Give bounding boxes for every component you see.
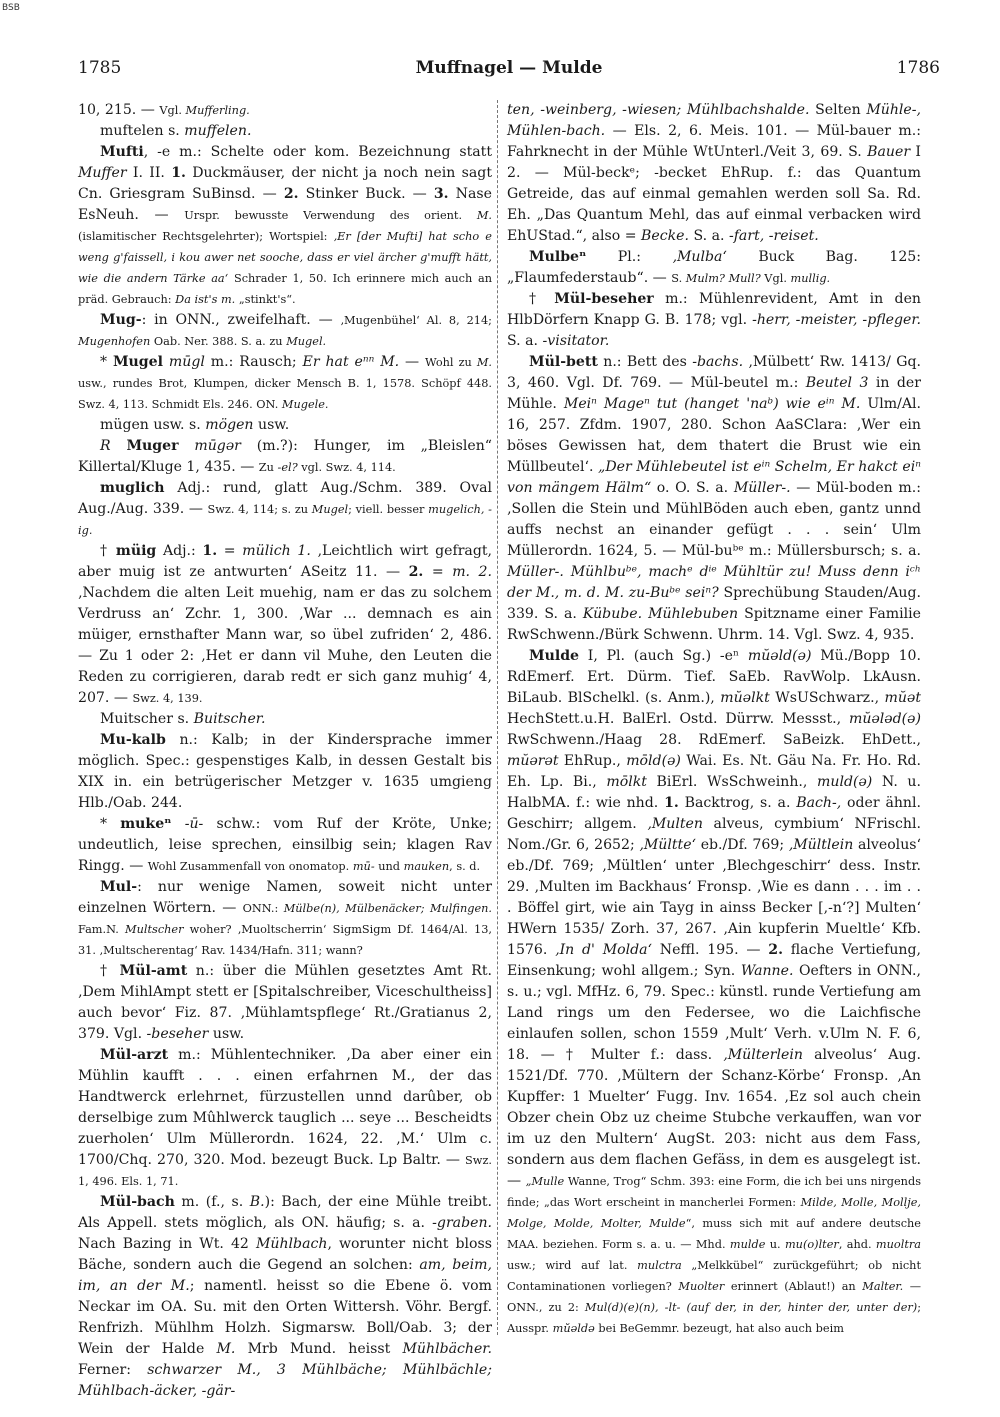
dictionary-entry: Mulbeⁿ Pl.: ‚Mulba‘ Buck Bag. 125: „Flaumfederstaub“. — S. Mulm? Mull? Vgl. mullig. (507, 249, 921, 286)
dictionary-entry: R Muger mūgər (m.?): Hunger, im „Bleislen“ Killertal/Kluge 1, 435. — Zu -el? vgl. Swz. 4, 114. (78, 438, 492, 475)
dictionary-entry: muglich Adj.: rund, glatt Aug./Schm. 389. Oval Aug./Aug. 339. — Swz. 4, 114; s. zu Mugel; viell. besser mugelich, -ig. (78, 480, 492, 537)
running-title: Muffnagel — Mulde (415, 58, 603, 78)
dictionary-entry: † müig Adj.: 1. = mülich 1. ‚Leichtlich wirt gefragt, aber muig ist ze antwurten‘ ASeitz 11. — 2. = m. 2. ‚Nachdem die alten Leit muehig, nam er das zu solchem Verdruss an‘ Zchr. 1, 300. ‚War ... demnach es ain müiger, ernsthafter Mann war, so übel zufriden‘ 2, 486. — Zu 1 oder 2: ‚Het er dann vil Muhe, den Leuten die Reden zu corrigieren, darab redt er sich ganz muhig‘ 4, 207. — Swz. 4, 139. (78, 543, 493, 706)
dictionary-entry: Mug-: in ONN., zweifelhaft. — ‚Mugenbühel‘ Al. 8, 214; Mugenhofen Oab. Ner. 388. S. a. zu Mugel. (78, 312, 492, 348)
dictionary-entry: * mukeⁿ -ū- schw.: vom Ruf der Kröte, Unke; undeutlich, leise sprechen, einsilbig sein; klagen Rav Ringg. — Wohl Zusammenfall von onomatop. mū- und mauken, s. d. (78, 816, 493, 874)
left-column (78, 100, 492, 1402)
dictionary-entry: Muitscher s. Buitscher. (100, 711, 266, 727)
column-divider (497, 100, 498, 1335)
dictionary-entry: Mu-kalb n.: Kalb; in der Kindersprache immer möglich. Spec.: gespenstiges Kalb, in dessen Gestalt bis XIX in. ein betrügerischer Metzger v. 1635 umgieng Hlb./Oab. 244. (78, 732, 492, 811)
page-number-right: 1786 (896, 58, 940, 78)
library-stamp: BSB (2, 3, 20, 13)
dictionary-entry: Mufti, -e m.: Schelte oder kom. Bezeichnung statt Muffer I. II. 1. Duckmäuser, der nicht ja noch nein sagt Cn. Griesgram SuBinsd. — 2. Stinker Buck. — 3. Nase EsNeuh. — Urspr. bewusste Verwendung des orient. M. (islamitischer Rechtsgelehrter); Wortspiel: ‚Er [der Mufti] hat scho e weng g'faissell, i kou awer net sooche, dass er viel ärcher g'mufft hätt, wie die andern Tärke aa‘ Schrader 1, 50. Ich erinnere mich auch an präd. Gebrauch: Da ist's m. „stinkt's“. (78, 144, 492, 306)
dictionary-entry: * Mugel mūgl m.: Rausch; Er hat eⁿⁿ M. — Wohl zu M. usw., rundes Brot, Klumpen, dicker Mensch B. 1, 1578. Schöpf 448. Swz. 4, 113. Schmidt Els. 246. ON. Mugele. (78, 354, 492, 411)
dictionary-entry: Mül-arzt m.: Mühlentechniker. ‚Da aber einer ein Mühlin kaufft . . . einen erfahrnen M., der das Handtwerck erlehrnet, fürzustellen unnd darûber, ob derselbige zum Mûhlwerck tauglich ... seye ... Bescheidts zuerholen‘ Ulm Müllerordn. 1624, 22. ‚M.‘ Ulm c. 1700/Chq. 270, 320. Mod. bezeugt Buck. Lp Baltr. — Swz. 1, 496. Els. 1, 71. (78, 1047, 492, 1188)
dictionary-entry: Mül-bach m. (f., s. B.): Bach, der eine Mühle treibt. Als Appell. stets möglich, als ON. häufig; s. a. -graben. Nach Bazing in Wt. 42 Mühlbach, worunter nicht bloss Bäche, sondern auch die Gegend an solchen: am, beim, im, an der M.; namentl. heisst so die Ebene ö. vom Neckar im OA. Su. mit den Orten Wittersh. Vöhr. Bergf. Renfrizh. Mühlhm Holzh. Sigmarsw. Boll/Oab. 3; der Wein der Halde M. Mrb Mund. heisst Mühlbächer. Ferner: schwarzer M., 3 Mühlbäche; Mühlbächle; Mühlbach-äcker, -gär- (78, 1194, 492, 1399)
dictionary-entry: Mül-bett n.: Bett des -bachs. ‚Mülbett‘ Rw. 1413/ Gq. 3, 460. Vgl. Df. 769. — Mül-beutel m.: Beutel 3 in der Mühle. Meiⁿ Mageⁿ tut (hanget 'naᵇ) wie eⁱⁿ M. Ulm/Al. 16, 257. Zfdm. 1907, 280. Schon AaSClara: ‚Wer ein böses Gewissen hat, dem thatert die Brust wie ein Müllbeutel‘. „Der Mühlebeutel ist eⁱⁿ Schelm, Er hakct eiⁿ von mängem Hälm“ o. O. S. a. Müller-. — Mül-boden m.: ‚Sollen die Stein und MühlBöden auch eben, gantz unnd auffs nechst an einander gefügt . . . sein‘ Ulm Müllerordn. 1624, 5. — Mül-buᵇᵉ m.: Müllersbursch; s. a. Müller-. Mühlbuᵇᵉ, machᵉ dⁱᵉ Mühltür zu! Muss denn iᶜʰ der M., m. d. M. zu-Buᵇᵉ seiⁿ? Sprechübung Stauden/Aug. 339. S. a. Kübube. Mühlebuben Spitzname einer Familie RwSchwenn./Bürk Schwenn. Uhrm. 14. Vgl. Swz. 4, 935. (507, 354, 921, 643)
dictionary-entry: Mul-: nur wenige Namen, soweit nicht unter einzelnen Wörtern. — ONN.: Mülbe(n), Mülbenäcker; Mulfingen. Fam.N. Multscher woher? ‚Muoltscherrin‘ SigmSigm Df. 1464/Al. 13, 31. ‚Multscherentag‘ Rav. 1434/Hafn. 311; wann? (78, 879, 492, 957)
page-number-left: 1785 (78, 58, 122, 78)
right-column (507, 100, 921, 1339)
page-header (78, 58, 940, 82)
dictionary-entry: mügen usw. s. mögen usw. (100, 417, 290, 433)
dictionary-entry: † Mül-amt n.: über die Mühlen gesetztes Amt Rt. ‚Dem MihlAmpt stett er [Spitalschreiber, Viceschultheiss] auch bevor‘ Fiz. 87. ‚Mühlamtspflege‘ Rt./Gratianus 2, 379. Vgl. -beseher usw. (78, 963, 492, 1042)
dictionary-entry: muftelen s. muffelen. (100, 123, 252, 139)
dictionary-entry: Mulde I, Pl. (auch Sg.) -eⁿ mŭəld(ə) Mü./Bopp 10. RdEmerf. Ert. Dürm. Tief. SaEb. RavWolp. LkAusn. BiLaub. BlSchelkl. (s. Anm.), mŭəlkt WsUSchwarz., mŭət HechStett.u.H. BalErl. Ostd. Dürrw. Messst., mŭələd(ə) RwSchwenn./Haag 28. RdEmerf. SaBeizk. EhDett., mŭərət EhRup., mōld(ə) Wai. Es. Nt. Gäu Na. Fr. Ho. Rd. Eh. Lp. Bi., mōlkt BiErl. WsSchweinh., muld(ə) N. u. HalbMA. f.: wie nhd. 1. Backtrog, s. a. Bach-, oder ähnl. Geschirr; allgem. ‚Multen alveus, cymbium‘ NFrischl. Nom./Gr. 6, 2652; ‚Mültte‘ eb./Df. 769; ‚Mültlein alveolus‘ eb./Df. 769; ‚Mültlen‘ unter ‚Blechgeschirr‘ dess. Instr. 29. ‚Multen im Backhaus‘ Fronsp. ‚Wie es dann . . . im . . . Böffel girt, wie ain Tayg in ainss Becker [,-n‘?] Multen‘ HWern 1535/ Zorh. 37, 267. ‚Ain kupferin Mueltle‘ Kfb. 1576. ‚In d' Molda‘ Neffl. 195. — 2. flache Vertiefung, Einsenkung; wohl allgem.; Syn. Wanne. Oefters in ONN., s. u.; vgl. MfHz. 6, 79. Spec.: künstl. runde Vertiefung am Land rings um den Federsee, wo die Laichfische einlaufen sollen, schon 1559 ‚Mult‘ Verh. v.Ulm N. F. 6, 18. — † Multer f.: dass. ‚Mülterlein alveolus‘ Aug. 1521/Df. 770. ‚Mültern der Schanz-Körbe‘ Fronsp. ‚An Kupffer: 1 Muelter‘ Fugg. Inv. 1654. ‚Ez sol auch chein Obzer chein Obz uz cheime Stubche verkauffen, wan vor im uz den Multern‘ AugSt. 203: nicht aus dem Fass, sondern aus dem flachen Gefäss, in dem es ausgelegt ist. — „Mulle Wanne, Trog“ Schm. 393: eine Form, die ich bei uns nirgends finde; „das Wort erscheint in mancherlei Formen: Milde, Molle, Mollje, Molge, Molde, Molter, Mulde“, muss sich mit auf andere deutsche MAA. beziehen. Form s. a. u. — Mhd. mulde u. mu(o)lter, ahd. muoltra usw.; wird auf lat. mulctra „Melkkübel“ zurückgeführt; ob nicht Contaminationen vorliegen? Muolter erinnert (Ablaut!) an Malter. — ONN., zu 2: Mul(d)(e)(n), -lt- (auf der, in der, hinter der, unter der); Ausspr. mŭəldə bei BeGemmr. bezeugt, hat also auch beim (507, 648, 922, 1335)
dictionary-entry: ten, -weinberg, -wiesen; Mühlbachshalde. Selten Mühle-, Mühlen-bach. — Els. 2, 6. Meis. 101. — Mül-bauer m.: Fahrknecht in der Mühle WtUnterl./Veit 3, 69. S. Bauer I 2. — Mül-beckᵉ; -becket EhRup. f.: das Quantum Getreide, das auf einmal gemahlen werden soll Sa. Rd. Eh. „Das Quantum Mehl, das auf einmal verbacken wird EhUStad.“, also = Becke. S. a. -fart, -reiset. (507, 102, 921, 244)
dictionary-entry: † Mül-beseher m.: Mühlenrevident, Amt in den HlbDörfern Knapp G. B. 178; vgl. -herr, -meister, -pfleger. S. a. -visitator. (507, 291, 921, 349)
dictionary-entry: 10, 215. — Vgl. Mufferling. (78, 102, 250, 118)
